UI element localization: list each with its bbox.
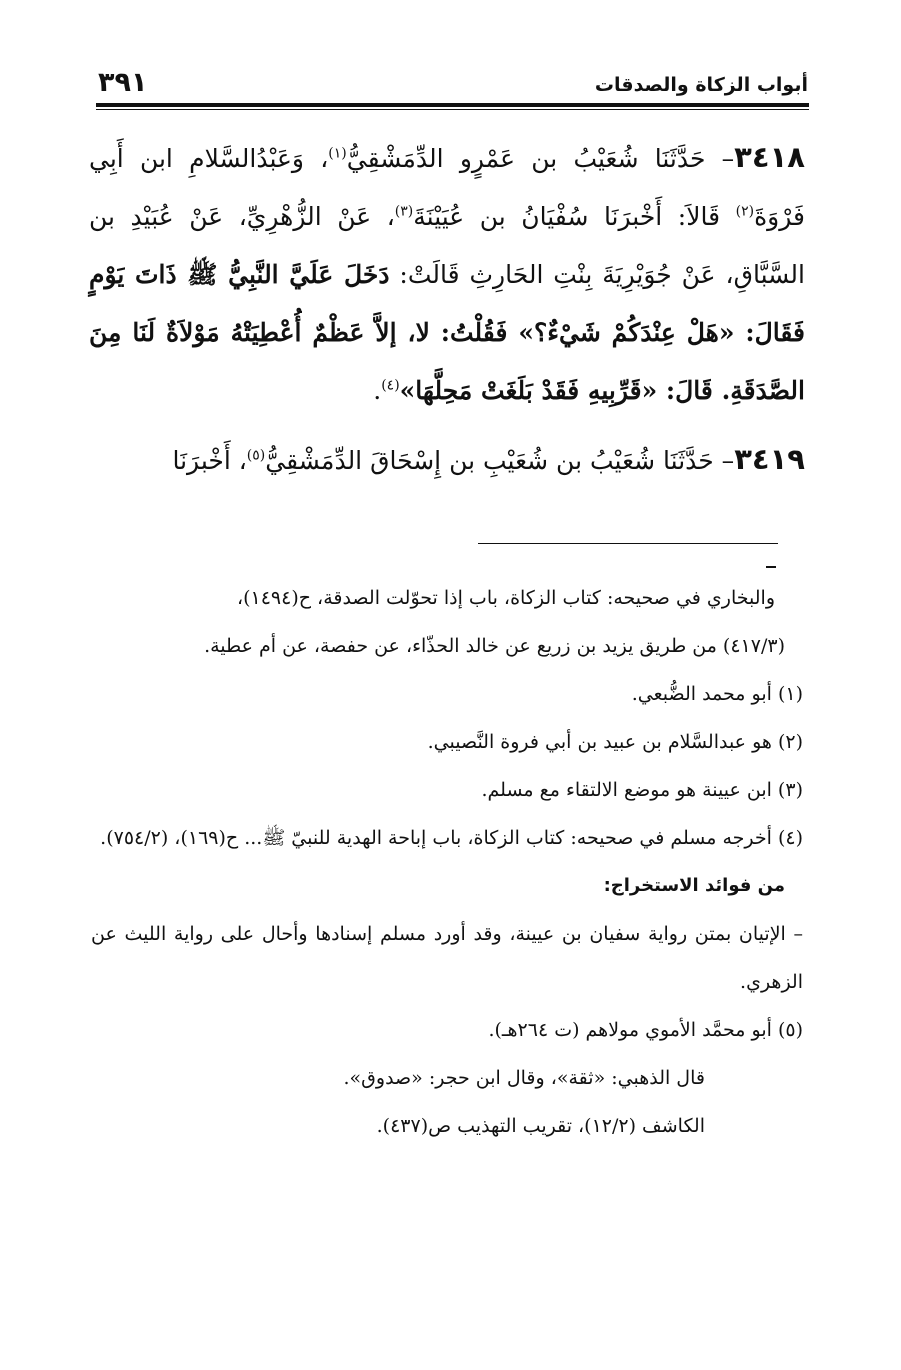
- hadith-text: – حَدَّثَنَا شُعَيْبُ بن عَمْرٍو الدِّمَشْقِيُّ: [346, 144, 735, 173]
- hadith-matn: دَخَلَ عَلَيَّ النَّبِيُّ ﷺ ذَاتَ يَوْمٍ فَقَالَ:: [89, 260, 805, 347]
- footnote-ref: (١): [328, 145, 347, 162]
- benefits-heading: من فوائد الاستخراج:: [603, 875, 785, 896]
- footnote-continuation: والبخاري في صحيحه: كتاب الزكاة، باب إذا تحوّلت الصدقة، ح(١٤٩٤)،: [236, 587, 775, 609]
- footnote-5: (٥) أبو محمَّد الأموي مولاهم (ت ٢٦٤هـ).: [488, 1019, 803, 1041]
- footnote-continuation: (٤١٧/٣) من طريق يزيد بن زريع عن خالد الحذّاء، عن حفصة، عن أم عطية.: [204, 635, 785, 657]
- page-header: [98, 67, 808, 100]
- footnote-2: (٢) هو عبدالسَّلام بن عبيد بن أبي فروة النَّصيبي.: [427, 731, 803, 753]
- hadith-quote: «هَلْ عِنْدَكُمْ شَيْءٌ؟»: [518, 318, 735, 347]
- footnote-5-source: الكاشف (١٢/٢)، تقريب التهذيب ص(٤٣٧).: [376, 1115, 705, 1137]
- continuation-mark: [766, 566, 776, 568]
- hadith-number: ٣٤١٩: [734, 442, 805, 476]
- main-text: [89, 128, 805, 490]
- running-title: أبواب الزكاة والصدقات: [594, 74, 808, 96]
- footnote-ref: (٣): [394, 203, 414, 220]
- footnote-ref: (٢): [735, 203, 755, 220]
- hadith-number: ٣٤١٨: [734, 140, 805, 174]
- footnotes: [91, 574, 803, 1150]
- hadith-text: .: [373, 376, 382, 405]
- hadith-text: ، عَنْ الزُّهْرِيِّ، عَنْ عُبَيْدِ بن السَّبَّاقِ، عَنْ جُوَيْرِيَةَ بِنْتِ الحَارِثِ قَالَتْ:: [89, 202, 805, 289]
- footnote-ref: (٤): [381, 377, 400, 394]
- footnote-4: (٤) أخرجه مسلم في صحيحه: كتاب الزكاة، باب إباحة الهدية للنبيّ ﷺ... ح(١٦٩)، (٧٥٤/٢).: [100, 827, 803, 849]
- hadith-3419: [89, 430, 805, 490]
- footnote-ref: (٥): [246, 447, 266, 464]
- hadith-3418: [89, 128, 805, 420]
- footnote-separator: [478, 543, 778, 544]
- header-rule-thin: [96, 109, 809, 110]
- footnote-5-detail: قال الذهبي: «ثقة»، وقال ابن حجر: «صدوق».: [343, 1067, 705, 1089]
- hadith-text: قَالاَ: أَخْبرَنَا سُفْيَانُ بن عُيَيْنَةَ: [413, 202, 736, 231]
- footnote-3: (٣) ابن عيينة هو موضع الالتقاء مع مسلم.: [481, 779, 803, 801]
- benefit-item: – الإتيان بمتن رواية سفيان بن عيينة، وقد أورد مسلم إسنادها وأحال على رواية الليث عن الزهري.: [91, 923, 803, 993]
- hadith-text: ، وَعَبْدُالسَّلامِ ابن أَبِي فَرْوَةَ: [89, 144, 805, 231]
- hadith-text: – حَدَّثَنَا شُعَيْبُ بن شُعَيْبِ بن إِسْحَاقَ الدِّمَشْقِيُّ: [265, 446, 735, 475]
- page-number: ٣٩١: [98, 67, 148, 98]
- hadith-quote: «قَرِّبِيهِ فَقَدْ بَلَغَتْ مَحِلَّهَا»: [399, 376, 658, 405]
- hadith-matn: فَقُلْتُ: لا، إلاَّ عَظْمٌ أُعْطِيَتْهُ مَوْلاَةٌ لَنَا مِنَ الصَّدَقَةِ. قَالَ:: [89, 318, 805, 405]
- hadith-text: ، أَخْبرَنَا: [172, 446, 247, 475]
- footnote-1: (١) أبو محمد الضُّبعي.: [631, 683, 803, 705]
- header-rule-thick: [96, 103, 809, 107]
